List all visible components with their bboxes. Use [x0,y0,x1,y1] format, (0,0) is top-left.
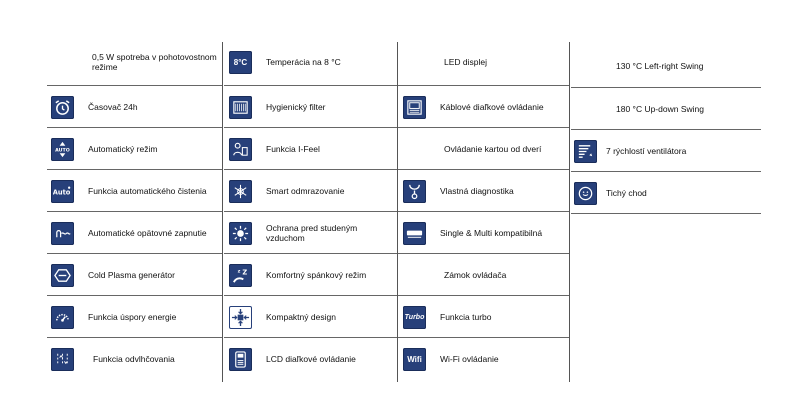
feature-item [225,171,397,211]
feature-item [399,171,569,211]
column-divider [569,42,570,382]
feature-item [225,87,397,127]
feature-label: LED displej [444,57,487,67]
feature-label: Kompaktný design [266,312,336,322]
row-divider [47,337,222,338]
row-divider [47,127,222,128]
row-divider [47,169,222,170]
energy-saving-icon [51,306,74,329]
cold-air-protection-icon [229,222,252,245]
feature-item [571,173,761,213]
feature-column-3 [399,42,569,382]
row-divider [47,253,222,254]
i-feel-icon [229,138,252,161]
feature-item [225,255,397,295]
feature-item [399,339,569,379]
hygienic-filter-icon [229,96,252,119]
feature-label: Komfortný spánkový režim [266,270,367,280]
wired-controller-icon [403,96,426,119]
feature-item [225,129,397,169]
single-multi-icon [403,222,426,245]
turbo-icon: Turbo [403,306,426,329]
svg-text:z: z [237,269,241,275]
feature-label: Temperácia na 8 °C [266,57,341,67]
feature-label: 0,5 W spotreba v pohotovostnom režime [92,52,217,72]
feature-item [225,339,397,379]
feature-label: 180 °C Up-down Swing [616,104,704,114]
alarm-clock-icon [51,96,74,119]
svg-text:Auto: Auto [53,187,71,196]
cold-plasma-icon [51,264,74,287]
temp-8c-icon: 8°C [229,51,252,74]
row-divider [224,85,397,86]
row-divider [224,169,397,170]
auto-mode-icon [51,138,74,161]
row-divider [398,337,569,338]
feature-label: Časovač 24h [88,102,138,112]
feature-item [399,87,569,127]
feature-label: Tichý chod [606,188,647,198]
feature-item [399,42,569,82]
row-divider [398,127,569,128]
row-divider [571,87,761,88]
compact-design-icon [229,306,252,329]
feature-label: Automatický režim [88,144,158,154]
row-divider [398,253,569,254]
row-divider [224,295,397,296]
feature-grid [47,42,737,382]
feature-label: Cold Plasma generátor [88,270,175,280]
feature-label: Hygienický filter [266,102,326,112]
wifi-control-icon: Wifi [403,348,426,371]
feature-label: Wi-Fi ovládanie [440,354,499,364]
feature-item [571,46,761,86]
row-divider [224,127,397,128]
sleep-mode-icon [229,264,252,287]
fan-speed-icon [574,140,597,163]
feature-label: Zámok ovládača [444,270,507,280]
feature-label: Funkcia automatického čistenia [88,186,207,196]
row-divider [224,253,397,254]
feature-column-4 [571,42,761,382]
row-divider [571,129,761,130]
feature-item [47,339,222,379]
feature-item [225,42,397,82]
row-divider [398,295,569,296]
row-divider [224,337,397,338]
feature-column-2 [225,42,397,382]
feature-label: Vlastná diagnostika [440,186,514,196]
feature-label: LCD diaľkové ovládanie [266,354,356,364]
feature-item [399,297,569,337]
quiet-operation-icon [574,182,597,205]
smart-defrost-icon [229,180,252,203]
column-divider [222,42,223,382]
feature-label: Funkcia odvlhčovania [93,354,175,364]
feature-item [47,297,222,337]
feature-label: Smart odmrazovanie [266,186,345,196]
feature-label: Single & Multi kompatibilná [440,228,543,238]
feature-item [225,297,397,337]
feature-column-1 [47,42,222,382]
feature-item [47,129,222,169]
feature-item [47,42,222,82]
column-divider [397,42,398,382]
row-divider [571,171,761,172]
feature-label: Funkcia I-Feel [266,144,320,154]
lcd-remote-icon [229,348,252,371]
auto-clean-icon [51,180,74,203]
row-divider [47,85,222,86]
feature-label: 7 rýchlostí ventilátora [606,146,687,156]
auto-restart-icon [51,222,74,245]
row-divider [398,169,569,170]
feature-label: Funkcia úspory energie [88,312,177,322]
feature-item [47,171,222,211]
feature-item [47,255,222,295]
svg-text:Z: Z [242,268,248,277]
row-divider [571,213,761,214]
feature-label: 130 °C Left-right Swing [616,61,704,71]
feature-label: Automatické opätovné zapnutie [88,228,207,238]
feature-item [399,129,569,169]
feature-item [47,213,222,253]
row-divider [398,85,569,86]
feature-label: Káblové diaľkové ovládanie [440,102,544,112]
row-divider [47,295,222,296]
feature-label: Ovládanie kartou od dverí [444,144,542,154]
feature-label: Funkcia turbo [440,312,492,322]
row-divider [47,211,222,212]
feature-item [47,87,222,127]
feature-item [399,213,569,253]
svg-text:AUTO: AUTO [55,147,70,153]
feature-item [399,255,569,295]
feature-item [571,89,761,129]
feature-item [571,131,761,171]
row-divider [224,211,397,212]
row-divider [398,211,569,212]
self-diagnosis-icon [403,180,426,203]
dehumidify-icon [51,348,74,371]
feature-item [225,213,397,253]
feature-label: Ochrana pred studeným vzduchom [266,223,358,243]
